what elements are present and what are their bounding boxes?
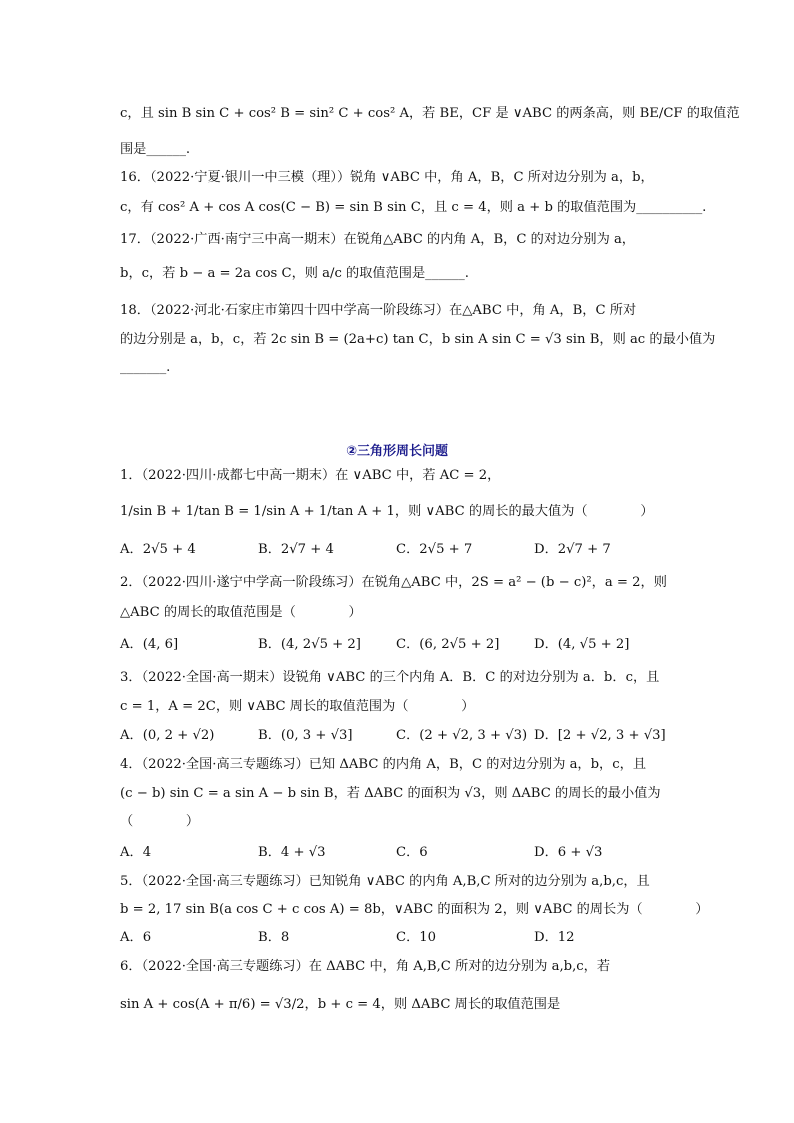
option-c: C．10 bbox=[396, 930, 437, 945]
option-a: A．6 bbox=[120, 930, 152, 945]
option-d: D．6 + √3 bbox=[534, 845, 603, 860]
problem-5-line-1: 5．（2022·全国·高三专题练习）已知锐角 ∨ABC 的内角 A,B,C 所对的边分别为 a,b,c，且 bbox=[120, 874, 650, 889]
problem-6-line-2: sin A + cos(A + π/6) = √3/2，b + c = 4，则 ΔABC 周长的取值范围是 bbox=[120, 997, 561, 1012]
problem-1-line-1: 1．（2022·四川·成都七中高一期末）在 ∨ABC 中，若 AC = 2， bbox=[120, 468, 501, 483]
problem-2-line-2: △ABC 的周长的取值范围是（ ） bbox=[120, 605, 362, 620]
problem-3-line-2: c = 1，A = 2C，则 ∨ABC 周长的取值范围为（ ） bbox=[120, 699, 475, 714]
problem-4-line-3: （ ） bbox=[120, 814, 200, 829]
problem-5-line-2: b = 2, 17 sin B(a cos C + c cos A) = 8b，∨ABC 的面积为 2，则 ∨ABC 的周长为（ ） bbox=[120, 902, 709, 917]
option-b: B．4 + √3 bbox=[258, 845, 326, 860]
option-b: B．2√7 + 4 bbox=[258, 542, 334, 557]
option-b: B．8 bbox=[258, 930, 290, 945]
option-d: D．12 bbox=[534, 930, 575, 945]
problem-4-line-1: 4．（2022·全国·高三专题练习）已知 ΔABC 的内角 A，B，C 的对边分别为 a，b，c，且 bbox=[120, 757, 647, 772]
problem-2-options bbox=[120, 635, 680, 655]
problem-2-line-1: 2．（2022·四川·遂宁中学高一阶段练习）在锐角△ABC 中，2S = a² − (b − c)²，a = 2，则 bbox=[120, 575, 667, 590]
option-c: C．(2 + √2, 3 + √3) bbox=[396, 728, 528, 743]
problem-17-line-1: 17．（2022·广西·南宁三中高一期末）在锐角△ABC 的内角 A，B，C 的对边分别为 a， bbox=[120, 232, 635, 247]
problem-18-line-1: 18．（2022·河北·石家庄市第四十四中学高一阶段练习）在△ABC 中，角 A，B，C 所对 bbox=[120, 303, 637, 318]
option-a: A．4 bbox=[120, 845, 152, 860]
option-c: C．2√5 + 7 bbox=[396, 542, 473, 557]
problem-1-options bbox=[120, 540, 680, 560]
problem-3-options bbox=[120, 726, 680, 746]
problem-16-line-1: 16．（2022·宁夏·银川一中三模（理））锐角 ∨ABC 中，角 A，B，C 所对边分别为 a，b， bbox=[120, 170, 654, 185]
problem-6-line-1: 6．（2022·全国·高三专题练习）在 ΔABC 中，角 A,B,C 所对的边分别为 a,b,c，若 bbox=[120, 959, 611, 974]
option-a: A．2√5 + 4 bbox=[120, 542, 196, 557]
problem-1-line-2: 1/sin B + 1/tan B = 1/sin A + 1/tan A + 1，则 ∨ABC 的周长的最大值为（ ） bbox=[120, 504, 654, 519]
problem-18-line-2: 的边分别是 a，b，c，若 2c sin B = (2a+c) tan C，b sin A sin C = √3 sin B，则 ac 的最小值为 bbox=[120, 332, 716, 347]
option-d: D．(4, √5 + 2] bbox=[534, 637, 630, 652]
problem-18-line-3: _______. bbox=[120, 360, 171, 375]
problem-3-line-1: 3．（2022·全国·高一期末）设锐角 ∨ABC 的三个内角 A．B．C 的对边分别为 a．b．c，且 bbox=[120, 670, 660, 685]
problem-16-line-2: c，有 cos² A + cos A cos(C − B) = sin B sin C，且 c = 4，则 a + b 的取值范围为__________. bbox=[120, 200, 707, 215]
option-b: B．(4, 2√5 + 2] bbox=[258, 637, 361, 652]
problem-5-options bbox=[120, 928, 680, 948]
option-c: C．6 bbox=[396, 845, 428, 860]
option-c: C．(6, 2√5 + 2] bbox=[396, 637, 500, 652]
prev-problem-line-1: c，且 sin B sin C + cos² B = sin² C + cos² A，若 BE，CF 是 ∨ABC 的两条高，则 BE/CF 的取值范 bbox=[120, 106, 740, 121]
section-heading: ②三角形周长问题 bbox=[345, 444, 448, 459]
option-d: D．[2 + √2, 3 + √3] bbox=[534, 728, 666, 743]
option-b: B．(0, 3 + √3] bbox=[258, 728, 353, 743]
problem-4-options bbox=[120, 843, 680, 863]
problem-17-line-2: b，c，若 b − a = 2a cos C，则 a/c 的取值范围是______. bbox=[120, 266, 469, 281]
option-a: A．(4, 6] bbox=[120, 637, 179, 652]
problem-4-line-2: (c − b) sin C = a sin A − b sin B，若 ΔABC 的面积为 √3，则 ΔABC 的周长的最小值为 bbox=[120, 786, 661, 801]
prev-problem-line-2: 围是______. bbox=[120, 142, 191, 157]
option-a: A．(0, 2 + √2) bbox=[120, 728, 215, 743]
option-d: D．2√7 + 7 bbox=[534, 542, 611, 557]
